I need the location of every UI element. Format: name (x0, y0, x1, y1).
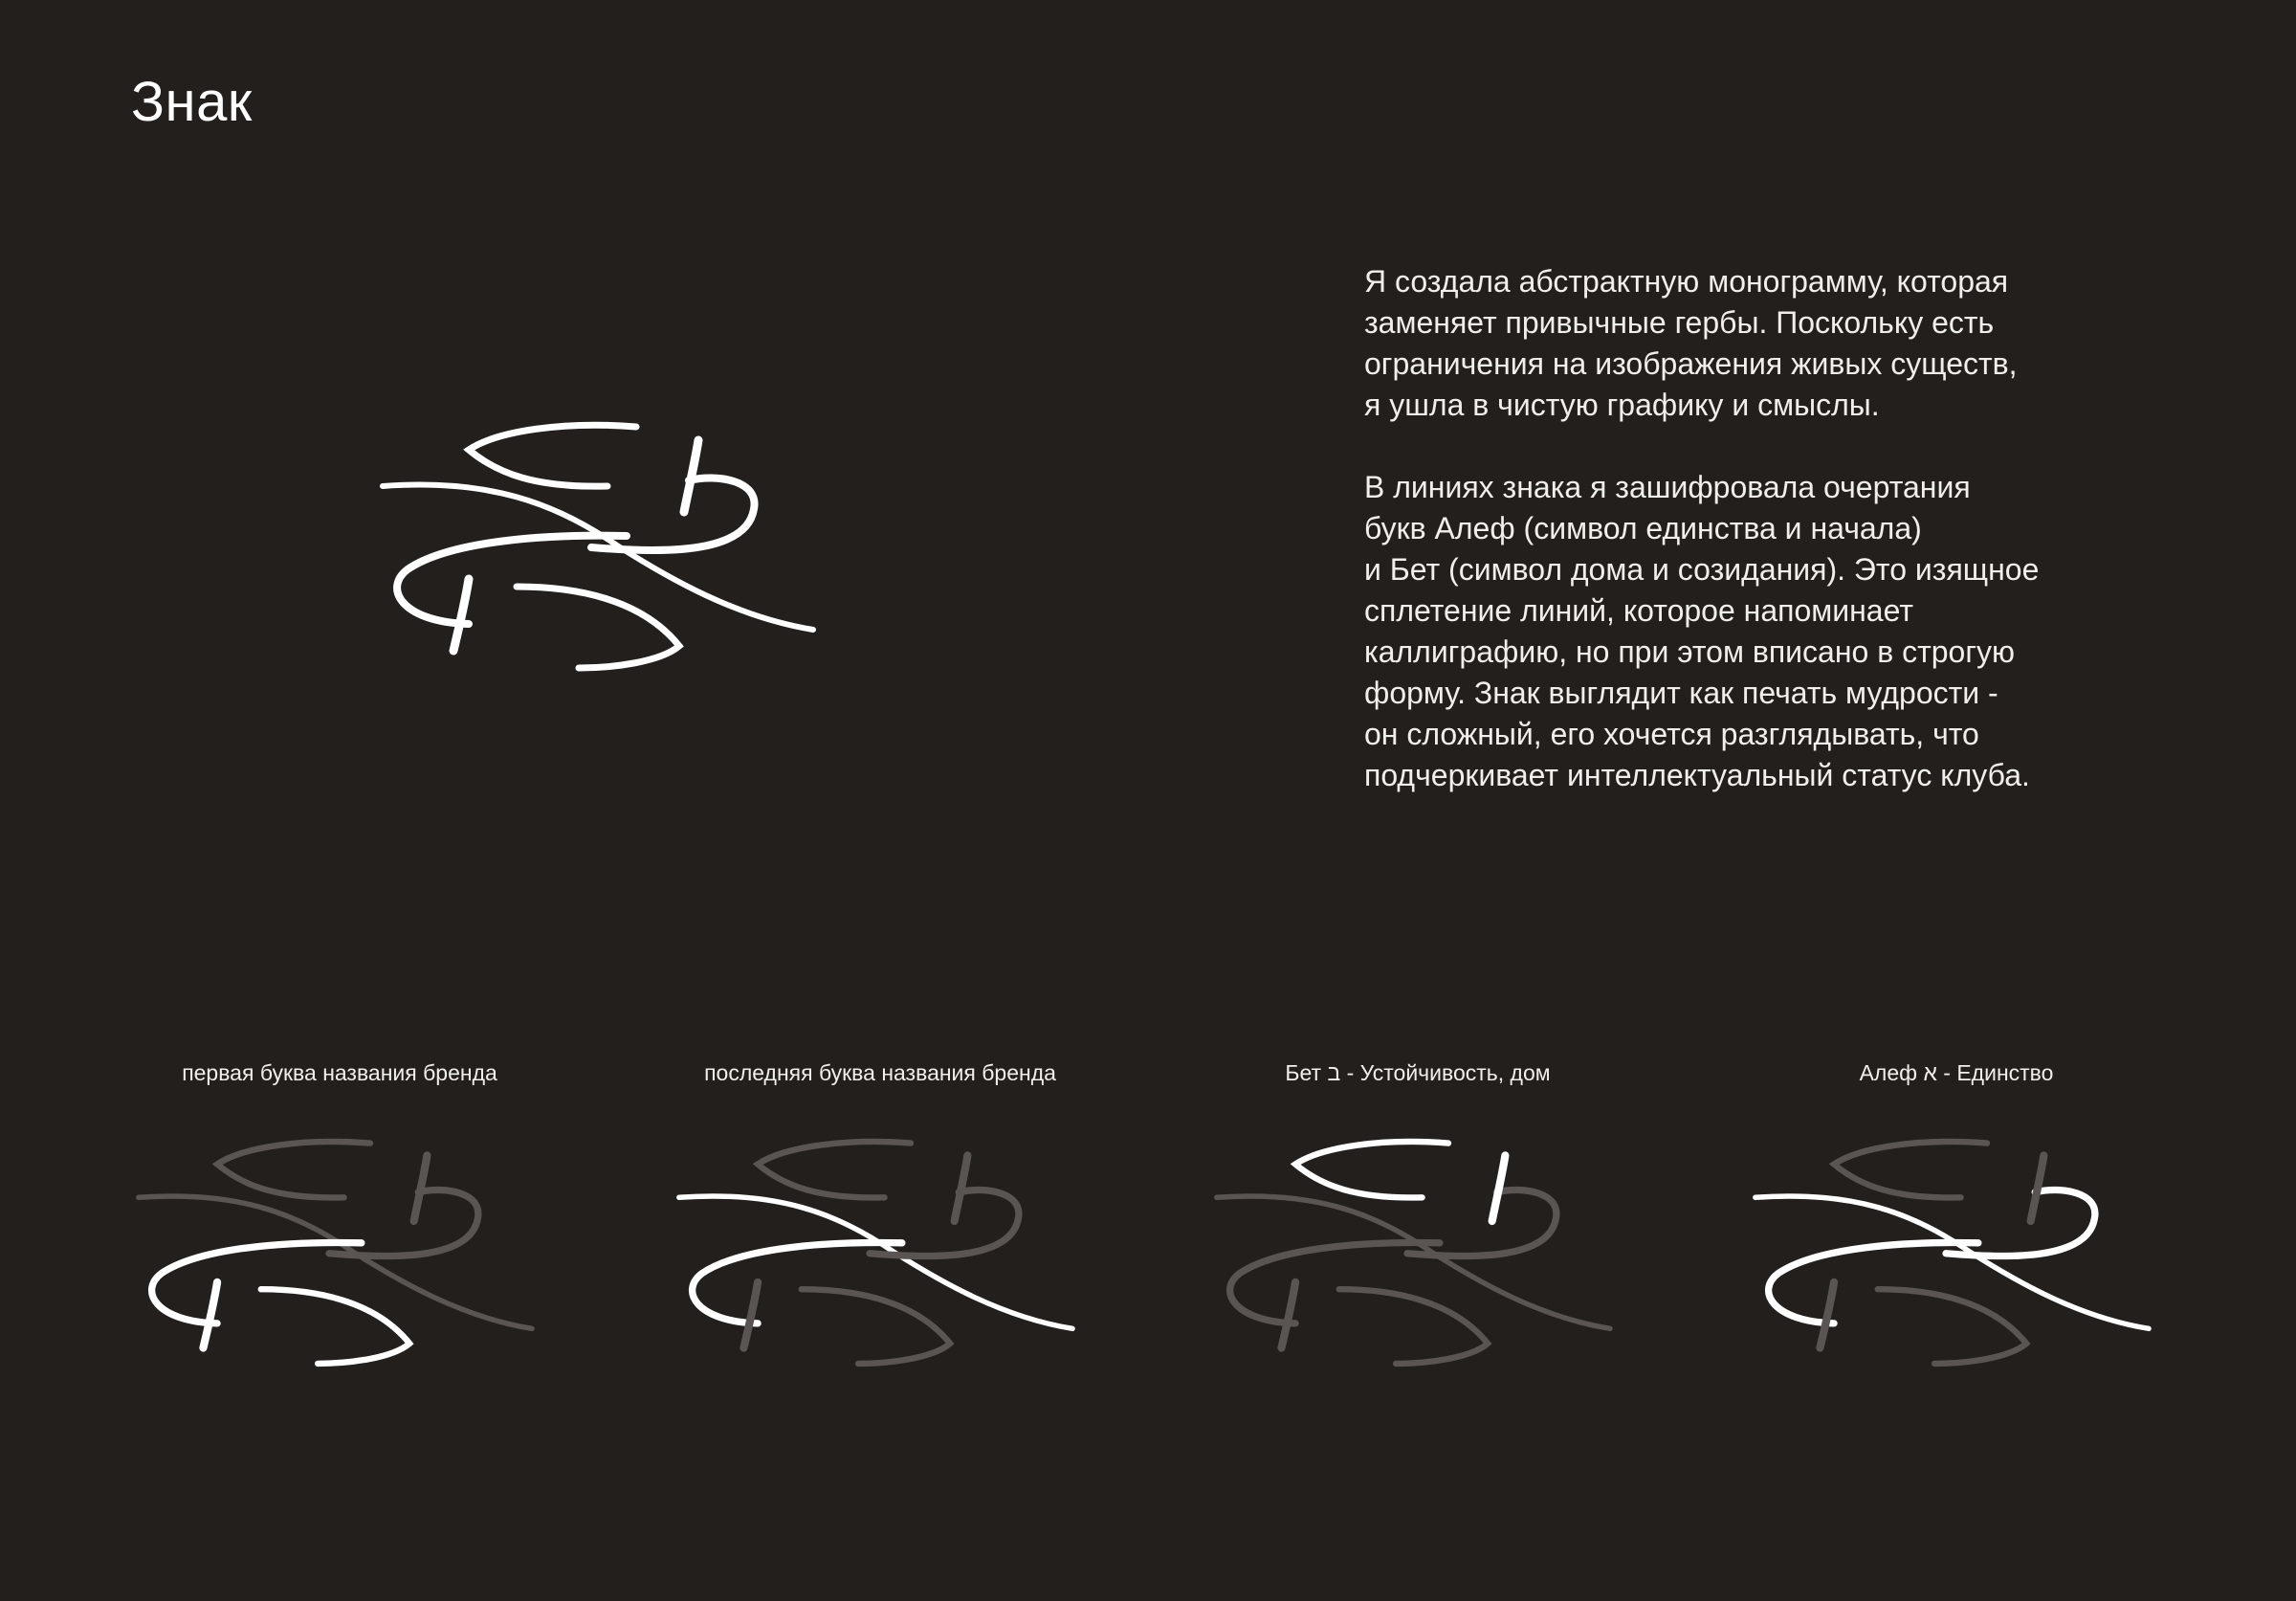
variant-last-letter (631, 1062, 1129, 1084)
stroke-bottom-arc (517, 587, 679, 668)
page-title: Знак (131, 71, 253, 133)
description (1364, 261, 2149, 837)
monogram-variant-bet (1207, 1129, 1628, 1383)
stroke-left-vertical (453, 579, 469, 651)
variant-caption: Алеф א - Единство (1859, 1060, 2054, 1085)
variant-bet (1169, 1062, 1667, 1084)
monogram-variant-first-letter (129, 1129, 550, 1383)
description-paragraph-1: Я создала абстрактную монограмму, которая заменяет привычные гербы. Поскольку есть ограничения на изображения живых существ, я ушла в чистую графику и смыслы. (1364, 264, 2018, 422)
variant-caption: первая буква названия бренда (182, 1060, 497, 1085)
variant-caption: Бет ב - Устойчивость, дом (1285, 1060, 1551, 1085)
monogram-variant-alef (1746, 1129, 2167, 1383)
stroke-upper-curve (383, 485, 813, 630)
variant-alef (1708, 1062, 2205, 1084)
monogram-mark (373, 411, 832, 689)
description-paragraph-2: В линиях знака я зашифровала очертания букв Алеф (символ единства и начала) и Бет (символ дома и созидания). Это изящное сплетение линий, которое напоминает каллиграфию, но при этом вписано в строгую форму. Знак выглядит как печать мудрости - он сложный, его хочется разглядывать, что подчеркивает интеллектуальный статус клуба. (1364, 470, 2040, 792)
monogram-strokes (383, 425, 813, 668)
variant-first-letter (91, 1062, 588, 1084)
variant-caption: последняя буква названия бренда (704, 1060, 1056, 1085)
stroke-top-arc (469, 425, 636, 486)
monogram-variant-last-letter (670, 1129, 1091, 1383)
